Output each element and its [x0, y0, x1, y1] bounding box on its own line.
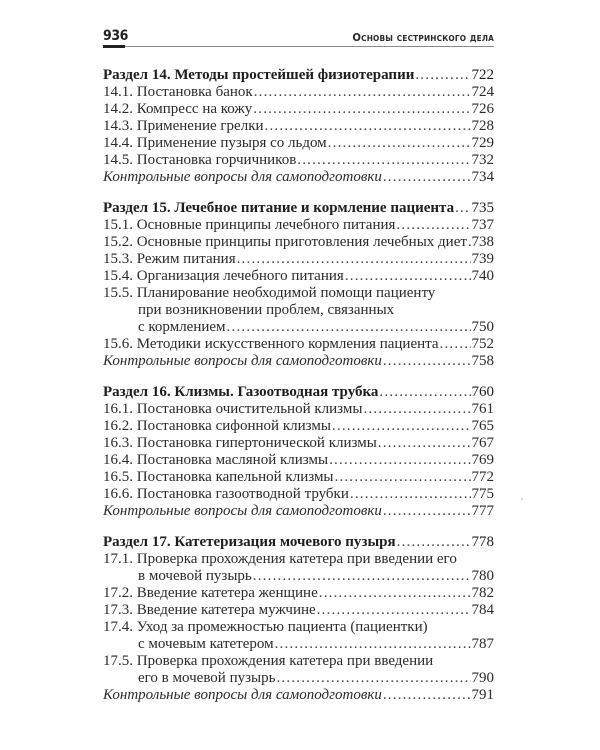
page-ref: 760: [471, 384, 494, 400]
dot-leader: [345, 268, 471, 285]
toc-entry-continuation[interactable]: [103, 568, 494, 585]
page-ref: 782: [471, 585, 494, 601]
page-ref: 769: [471, 452, 494, 468]
section-heading[interactable]: [103, 384, 494, 401]
entry-title: 17.1. Проверка прохождения катетера при введении его: [103, 551, 457, 567]
page-ref: 791: [471, 687, 494, 703]
dot-leader: [363, 401, 470, 418]
entry-title: Раздел 15. Лечебное питание и кормление пациента: [103, 200, 455, 216]
page-ref: 765: [471, 418, 494, 434]
dot-leader: [276, 670, 470, 687]
page-ref: 732: [471, 152, 494, 168]
toc-section: [103, 534, 494, 704]
entry-title: Раздел 16. Клизмы. Газоотводная трубка: [103, 384, 379, 400]
dot-leader: [275, 636, 471, 653]
toc-section: [103, 384, 494, 520]
page-ref: 767: [471, 435, 494, 451]
dot-leader: [317, 602, 471, 619]
page-ref: 750: [471, 319, 494, 335]
dot-leader: [378, 435, 471, 452]
page-ref: 735: [471, 200, 494, 216]
page-ref: 734: [471, 169, 494, 185]
page-ref: 787: [471, 636, 494, 652]
toc-entry-continuation[interactable]: [103, 636, 494, 653]
toc-entry[interactable]: [103, 234, 494, 251]
entry-title: в мочевой пузырь: [138, 568, 252, 584]
page-ref: 729: [471, 135, 494, 151]
toc-entry[interactable]: [103, 653, 494, 670]
dot-leader: [265, 118, 471, 135]
review-questions-entry[interactable]: [103, 353, 494, 370]
dot-leader: [253, 101, 470, 118]
entry-title: 16.5. Постановка капельной клизмы: [103, 469, 334, 485]
toc-entry[interactable]: [103, 135, 494, 152]
dot-leader: [237, 251, 471, 268]
book-title: Основы сестринского дела: [352, 31, 494, 44]
entry-title: 15.1. Основные принципы лечебного питания: [103, 217, 396, 233]
page-ref: 728: [471, 118, 494, 134]
toc-entry-continuation[interactable]: [103, 302, 494, 319]
entry-title: 15.2. Основные принципы приготовления лечебных диет: [103, 234, 467, 250]
dot-leader: [455, 200, 470, 217]
scan-speck: [521, 498, 523, 500]
entry-title: 14.5. Постановка горчичников: [103, 152, 297, 168]
entry-title: 16.1. Постановка очистительной клизмы: [103, 401, 363, 417]
entry-title: при возникновении проблем, связанных: [138, 302, 395, 318]
entry-title: с кормлением: [138, 319, 226, 335]
page-ref: 780: [471, 568, 494, 584]
toc-entry[interactable]: [103, 101, 494, 118]
table-of-contents: [103, 67, 494, 718]
page-ref: 738: [471, 234, 494, 250]
toc-entry[interactable]: [103, 285, 494, 302]
page-ref: 726: [471, 101, 494, 117]
dot-leader: [350, 486, 471, 503]
entry-title: Контрольные вопросы для самоподготовки: [103, 687, 382, 703]
dot-leader: [335, 469, 471, 486]
header-rule: [103, 46, 494, 47]
section-heading[interactable]: [103, 67, 494, 84]
entry-title: 14.4. Применение пузыря со льдом: [103, 135, 327, 151]
page-ref: 761: [471, 401, 494, 417]
page-ref: 722: [471, 67, 494, 83]
dot-leader: [328, 135, 471, 152]
entry-title: 15.5. Планирование необходимой помощи пациенту: [103, 285, 436, 301]
page-ref: 777: [471, 503, 494, 519]
entry-title: 16.2. Постановка сифонной клизмы: [103, 418, 331, 434]
entry-title: 17.4. Уход за промежностью пациента (пациентки): [103, 619, 428, 635]
dot-leader: [379, 384, 470, 401]
entry-title: 15.3. Режим питания: [103, 251, 236, 267]
toc-entry[interactable]: [103, 84, 494, 101]
toc-entry[interactable]: [103, 152, 494, 169]
entry-title: с мочевым катетером: [138, 636, 274, 652]
toc-entry[interactable]: [103, 469, 494, 486]
toc-entry[interactable]: [103, 452, 494, 469]
page-ref: 724: [471, 84, 494, 100]
entry-title: 14.2. Компресс на кожу: [103, 101, 253, 117]
entry-title: 17.3. Введение катетера мужчине: [103, 602, 316, 618]
toc-entry[interactable]: [103, 619, 494, 636]
entry-title: 17.2. Введение катетера женщине: [103, 585, 318, 601]
section-heading[interactable]: [103, 534, 494, 551]
dot-leader: [383, 687, 471, 704]
dot-leader: [383, 503, 471, 520]
dot-leader: [227, 319, 471, 336]
entry-title: 16.6. Постановка газоотводной трубки: [103, 486, 349, 502]
entry-title: 14.3. Применение грелки: [103, 118, 264, 134]
running-head: [103, 26, 494, 48]
toc-entry-continuation[interactable]: [103, 670, 494, 687]
entry-title: 14.1. Постановка банок: [103, 84, 253, 100]
toc-entry[interactable]: [103, 486, 494, 503]
dot-leader: [319, 585, 471, 602]
toc-entry[interactable]: [103, 401, 494, 418]
dot-leader: [415, 67, 470, 84]
entry-title: 16.4. Постановка масляной клизмы: [103, 452, 329, 468]
page-ref: 758: [471, 353, 494, 369]
entry-title: 15.6. Методики искусственного кормления пациента: [103, 336, 439, 352]
dot-leader: [440, 336, 471, 353]
toc-entry[interactable]: [103, 268, 494, 285]
page-ref: 775: [471, 486, 494, 502]
page-ref: 790: [471, 670, 494, 686]
dot-leader: [329, 452, 470, 469]
entry-title: Контрольные вопросы для самоподготовки: [103, 169, 382, 185]
toc-entry-continuation[interactable]: [103, 319, 494, 336]
toc-entry[interactable]: [103, 336, 494, 353]
section-heading[interactable]: [103, 200, 494, 217]
entry-title: Контрольные вопросы для самоподготовки: [103, 353, 382, 369]
entry-title: 15.4. Организация лечебного питания: [103, 268, 344, 284]
toc-entry[interactable]: [103, 418, 494, 435]
entry-title: 16.3. Постановка гипертонической клизмы: [103, 435, 377, 451]
review-questions-entry[interactable]: [103, 169, 494, 186]
entry-title: его в мочевой пузырь: [138, 670, 276, 686]
dot-leader: [332, 418, 471, 435]
page-ref: 784: [471, 602, 494, 618]
entry-title: Раздел 14. Методы простейшей физиотерапии: [103, 67, 415, 83]
page-number-underline: [103, 45, 125, 48]
entry-title: Раздел 17. Катетеризация мочевого пузыря: [103, 534, 396, 550]
toc-entry[interactable]: [103, 551, 494, 568]
page-ref: 752: [471, 336, 494, 352]
page-ref: 739: [471, 251, 494, 267]
review-questions-entry[interactable]: [103, 503, 494, 520]
page-ref: 778: [471, 534, 494, 550]
toc-entry[interactable]: [103, 118, 494, 135]
dot-leader: [396, 217, 470, 234]
toc-entry[interactable]: [103, 602, 494, 619]
review-questions-entry[interactable]: [103, 687, 494, 704]
page-number: 936: [103, 28, 128, 44]
entry-title: 17.5. Проверка прохождения катетера при введении: [103, 653, 434, 669]
toc-entry[interactable]: [103, 217, 494, 234]
page-ref: 740: [471, 268, 494, 284]
toc-section: [103, 67, 494, 186]
page-ref: 772: [471, 469, 494, 485]
dot-leader: [253, 568, 471, 585]
toc-entry[interactable]: [103, 251, 494, 268]
dot-leader: [297, 152, 470, 169]
toc-entry[interactable]: [103, 585, 494, 602]
toc-section: [103, 200, 494, 370]
dot-leader: [383, 353, 471, 370]
toc-entry[interactable]: [103, 435, 494, 452]
dot-leader: [468, 234, 471, 251]
dot-leader: [397, 534, 471, 551]
dot-leader: [254, 84, 471, 101]
dot-leader: [383, 169, 471, 186]
page-ref: 737: [471, 217, 494, 233]
entry-title: Контрольные вопросы для самоподготовки: [103, 503, 382, 519]
